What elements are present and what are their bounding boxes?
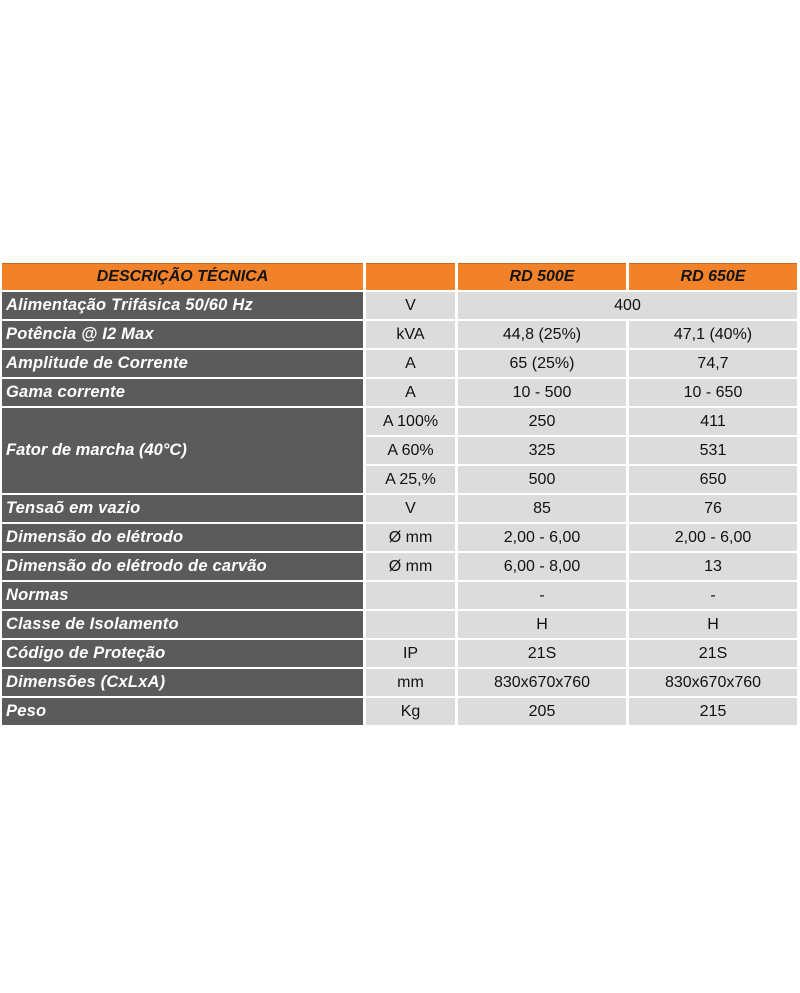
- row-value-2: 10 - 650: [629, 379, 797, 406]
- row-value-2: 76: [629, 495, 797, 522]
- row-label: Classe de Isolamento: [2, 611, 363, 638]
- table-row: [0, 669, 800, 696]
- row-value-2: 215: [629, 698, 797, 725]
- row-value-2: H: [629, 611, 797, 638]
- table-row: [0, 466, 800, 493]
- row-value-1: H: [458, 611, 626, 638]
- row-unit: Ø mm: [366, 524, 455, 551]
- table-row: [0, 321, 800, 348]
- row-value-2: 2,00 - 6,00: [629, 524, 797, 551]
- row-label: Código de Proteção: [2, 640, 363, 667]
- row-value-1: 44,8 (25%): [458, 321, 626, 348]
- row-value-1: 85: [458, 495, 626, 522]
- table-header-row: [0, 263, 800, 290]
- row-label: Alimentação Trifásica 50/60 Hz: [2, 292, 363, 319]
- row-label-merged: Fator de marcha (40°C): [2, 408, 363, 493]
- row-unit: [366, 582, 455, 609]
- row-value-2: 650: [629, 466, 797, 493]
- row-value-2: 13: [629, 553, 797, 580]
- table-row: [0, 698, 800, 725]
- row-label: Potência @ I2 Max: [2, 321, 363, 348]
- row-value-2: -: [629, 582, 797, 609]
- row-unit: Kg: [366, 698, 455, 725]
- row-value-1: 6,00 - 8,00: [458, 553, 626, 580]
- row-unit: A 25,%: [366, 466, 455, 493]
- row-value-2: 47,1 (40%): [629, 321, 797, 348]
- table-row: [0, 350, 800, 377]
- row-value-1: 2,00 - 6,00: [458, 524, 626, 551]
- row-label: Dimensões (CxLxA): [2, 669, 363, 696]
- row-value-1: 205: [458, 698, 626, 725]
- row-unit: A 100%: [366, 408, 455, 435]
- table-row: [0, 611, 800, 638]
- row-unit: A: [366, 350, 455, 377]
- row-unit: kVA: [366, 321, 455, 348]
- row-value-1: 10 - 500: [458, 379, 626, 406]
- row-unit: A 60%: [366, 437, 455, 464]
- row-unit: Ø mm: [366, 553, 455, 580]
- row-unit: A: [366, 379, 455, 406]
- table-row: [0, 292, 800, 319]
- header-model-1: RD 500E: [458, 263, 626, 290]
- row-unit: IP: [366, 640, 455, 667]
- row-label: Gama corrente: [2, 379, 363, 406]
- row-value-1: -: [458, 582, 626, 609]
- row-value-1: 500: [458, 466, 626, 493]
- row-value-1: 325: [458, 437, 626, 464]
- table-row: [0, 379, 800, 406]
- table-row: [0, 408, 800, 435]
- row-unit: V: [366, 292, 455, 319]
- row-label: Dimensão do elétrodo: [2, 524, 363, 551]
- row-value-1: 250: [458, 408, 626, 435]
- row-value-2: 21S: [629, 640, 797, 667]
- header-description: DESCRIÇÃO TÉCNICA: [2, 263, 363, 290]
- table-row: [0, 437, 800, 464]
- row-value-2: 830x670x760: [629, 669, 797, 696]
- row-label: Peso: [2, 698, 363, 725]
- table-row: [0, 582, 800, 609]
- row-value-2: 411: [629, 408, 797, 435]
- row-value-1: 830x670x760: [458, 669, 626, 696]
- row-merged-value: 400: [458, 292, 797, 319]
- row-value-1: 65 (25%): [458, 350, 626, 377]
- row-value-2: 74,7: [629, 350, 797, 377]
- row-unit: mm: [366, 669, 455, 696]
- row-value-2: 531: [629, 437, 797, 464]
- header-model-2: RD 650E: [629, 263, 797, 290]
- table-row: [0, 640, 800, 667]
- header-unit: [366, 263, 455, 290]
- row-label: Dimensão do elétrodo de carvão: [2, 553, 363, 580]
- table-row: [0, 553, 800, 580]
- row-value-1: 21S: [458, 640, 626, 667]
- row-label: Normas: [2, 582, 363, 609]
- table-row: [0, 524, 800, 551]
- row-unit: V: [366, 495, 455, 522]
- row-unit: [366, 611, 455, 638]
- row-label: Tensaõ em vazio: [2, 495, 363, 522]
- table-row: [0, 495, 800, 522]
- row-label: Amplitude de Corrente: [2, 350, 363, 377]
